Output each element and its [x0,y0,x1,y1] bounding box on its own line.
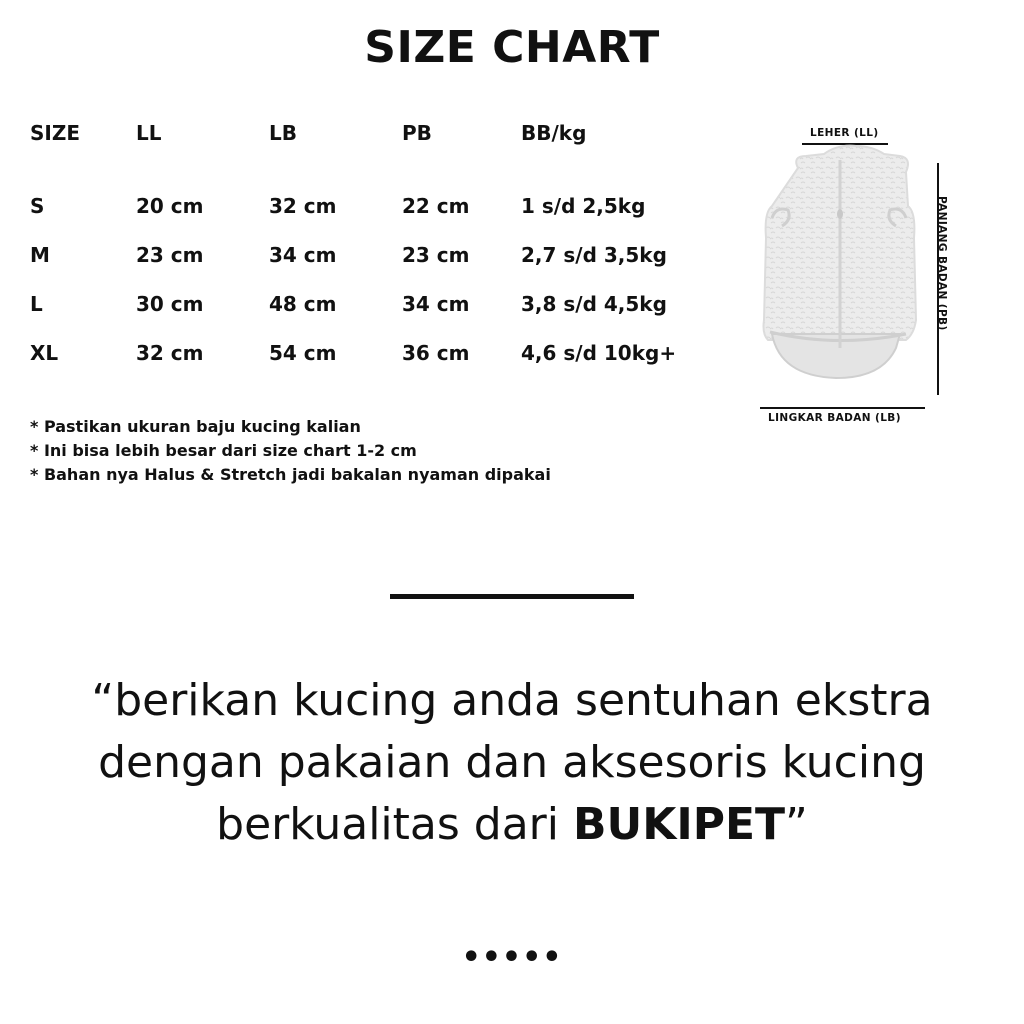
size-notes [30,415,730,487]
quote-line-text: berikan kucing anda sentuhan ekstra [114,675,933,726]
table-header-pb: PB [402,121,432,145]
page-title: SIZE CHART [364,22,660,73]
quote-line-text: berkualitas dari [216,799,573,850]
table-cell-ll: 32 cm [136,341,204,365]
quote-line [0,670,1024,732]
neck-measure-label: LEHER (LL) [810,127,879,139]
table-cell-ll: 20 cm [136,194,204,218]
quote-line [0,794,1024,856]
table-cell-bb: 3,8 s/d 4,5kg [521,292,667,316]
quote-open-mark: “ [91,675,115,726]
quote-line: dengan pakaian dan aksesoris kucing [98,737,926,788]
table-cell-size: XL [30,341,59,365]
brand-quote [0,670,1024,856]
chest-measure-label: LINGKAR BADAN (LB) [768,412,901,424]
table-cell-bb: 4,6 s/d 10kg+ [521,341,677,365]
length-measure-label: PANJANG BADAN (PB) [936,196,948,331]
table-cell-pb: 36 cm [402,341,470,365]
table-cell-pb: 34 cm [402,292,470,316]
chest-measure-line [760,407,925,409]
table-header-lb: LB [269,121,297,145]
table-cell-lb: 48 cm [269,292,337,316]
table-cell-size: M [30,243,50,267]
table-header-bb: BB/kg [521,121,587,145]
table-cell-lb: 32 cm [269,194,337,218]
table-header-size: SIZE [30,121,81,145]
table-cell-size: S [30,194,45,218]
decorative-dots: ••••• [461,940,563,975]
table-header-ll: LL [136,121,162,145]
table-cell-pb: 23 cm [402,243,470,267]
table-cell-pb: 22 cm [402,194,470,218]
table-cell-bb: 1 s/d 2,5kg [521,194,646,218]
table-cell-bb: 2,7 s/d 3,5kg [521,243,667,267]
note-item: * Ini bisa lebih besar dari size chart 1-2 cm [30,441,417,460]
section-divider [390,594,634,599]
vest-measurement-diagram [740,120,980,440]
table-cell-ll: 23 cm [136,243,204,267]
note-item: * Bahan nya Halus & Stretch jadi bakalan nyaman dipakai [30,465,551,484]
table-cell-lb: 34 cm [269,243,337,267]
brand-name: BUKIPET [572,799,786,850]
table-cell-ll: 30 cm [136,292,204,316]
note-item: * Pastikan ukuran baju kucing kalian [30,417,361,436]
table-cell-lb: 54 cm [269,341,337,365]
table-cell-size: L [30,292,43,316]
quote-close-mark: ” [785,799,808,850]
